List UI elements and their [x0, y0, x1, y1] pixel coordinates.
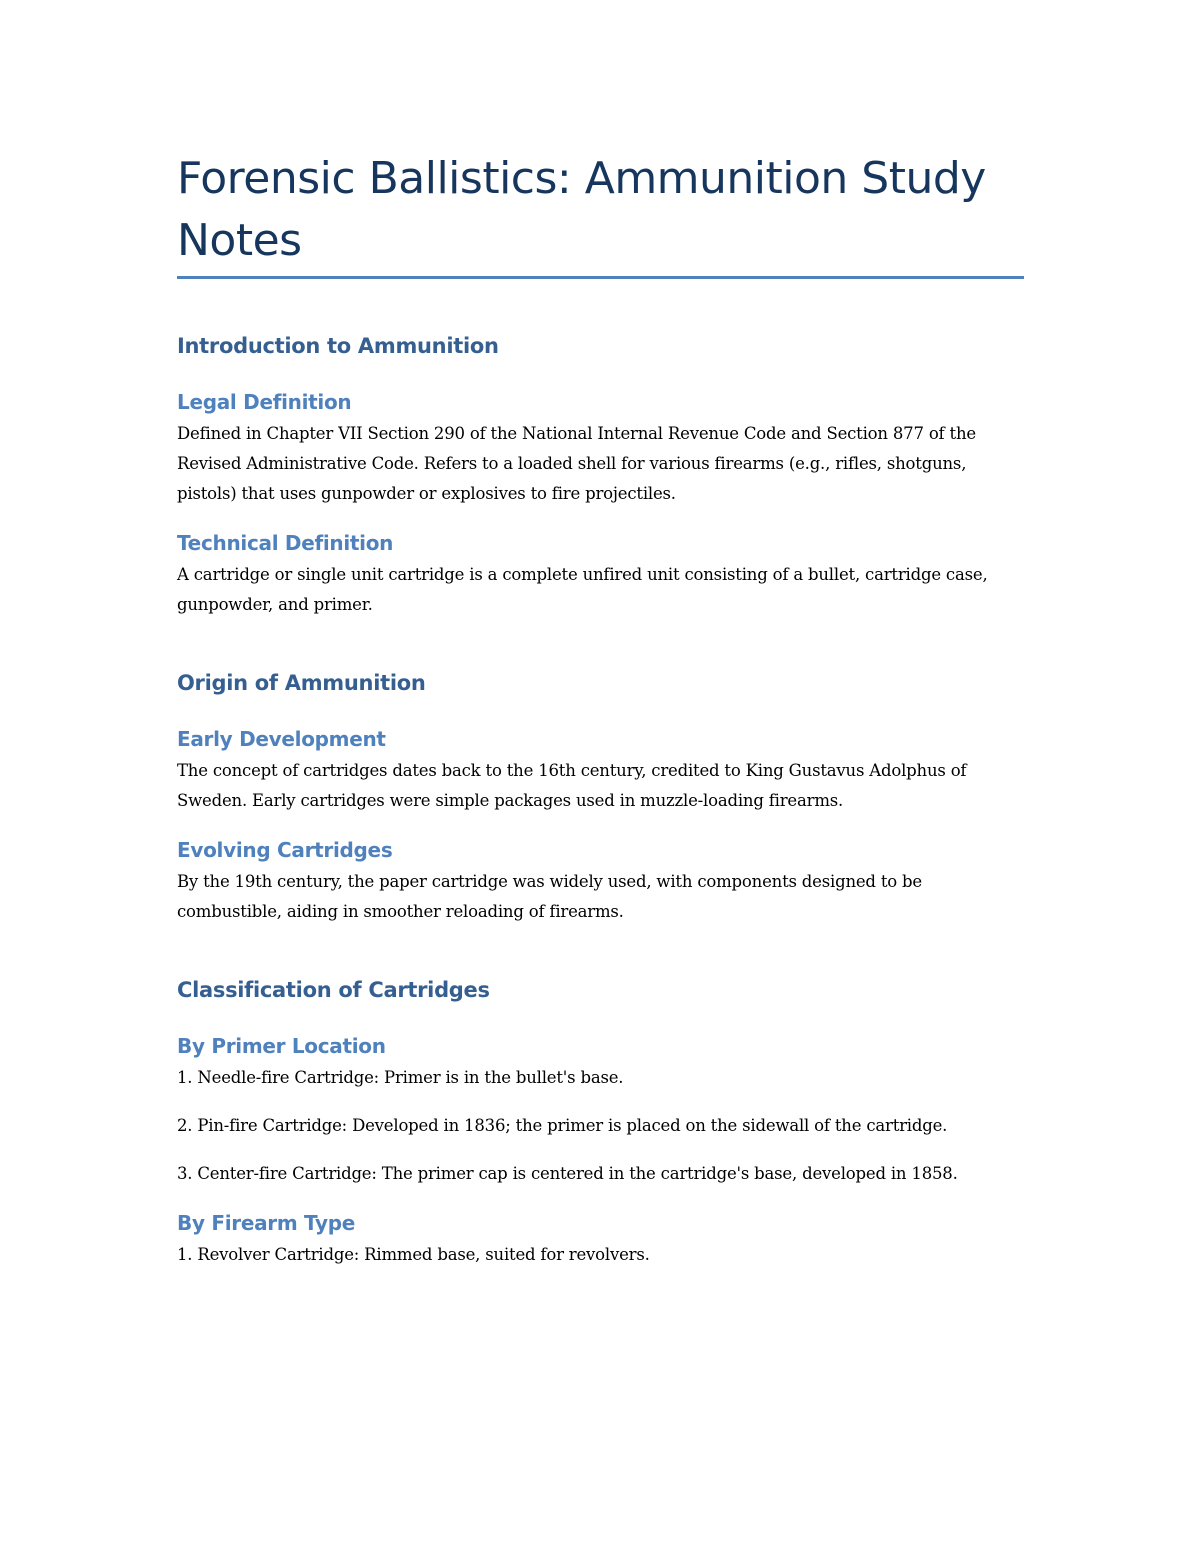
subsection-heading: By Firearm Type	[177, 1211, 356, 1235]
paragraph: The concept of cartridges dates back to the 16th century, credited to King Gustavus Adolphus of Sweden. Early cartridges were simple packages used in muzzle-loading firearms.	[177, 761, 967, 810]
paragraph: Defined in Chapter VII Section 290 of the National Internal Revenue Code and Section 877 of the Revised Administrative Code. Refers to a loaded shell for various firearms (e.g., rifles, shotguns, pistols) that uses gunpowder or explosives to fire projectiles.	[177, 424, 976, 503]
list-item: 1. Needle-fire Cartridge: Primer is in the bullet's base.	[177, 1068, 624, 1087]
paragraph: By the 19th century, the paper cartridge was widely used, with components designed to be combustible, aiding in smoother reloading of firearms.	[177, 872, 922, 921]
section-introduction	[177, 331, 1024, 620]
document-title: Forensic Ballistics: Ammunition Study Notes	[177, 153, 986, 266]
section-heading: Origin of Ammunition	[177, 671, 426, 695]
subsection-heading: Evolving Cartridges	[177, 838, 393, 862]
paragraph: A cartridge or single unit cartridge is a complete unfired unit consisting of a bullet, cartridge case, gunpowder, and primer.	[177, 565, 988, 614]
subsection-heading: Legal Definition	[177, 390, 352, 414]
section-classification	[177, 975, 1024, 1270]
subsection-heading: Early Development	[177, 727, 386, 751]
list-item: 2. Pin-fire Cartridge: Developed in 1836; the primer is placed on the sidewall of the cartridge.	[177, 1116, 948, 1135]
section-origin	[177, 668, 1024, 927]
section-heading: Introduction to Ammunition	[177, 334, 499, 358]
list-item: 1. Revolver Cartridge: Rimmed base, suited for revolvers.	[177, 1245, 650, 1264]
title-divider	[177, 276, 1024, 279]
subsection-heading: By Primer Location	[177, 1034, 386, 1058]
list-item: 3. Center-fire Cartridge: The primer cap is centered in the cartridge's base, developed in 1858.	[177, 1164, 958, 1183]
section-heading: Classification of Cartridges	[177, 978, 490, 1002]
subsection-heading: Technical Definition	[177, 531, 394, 555]
